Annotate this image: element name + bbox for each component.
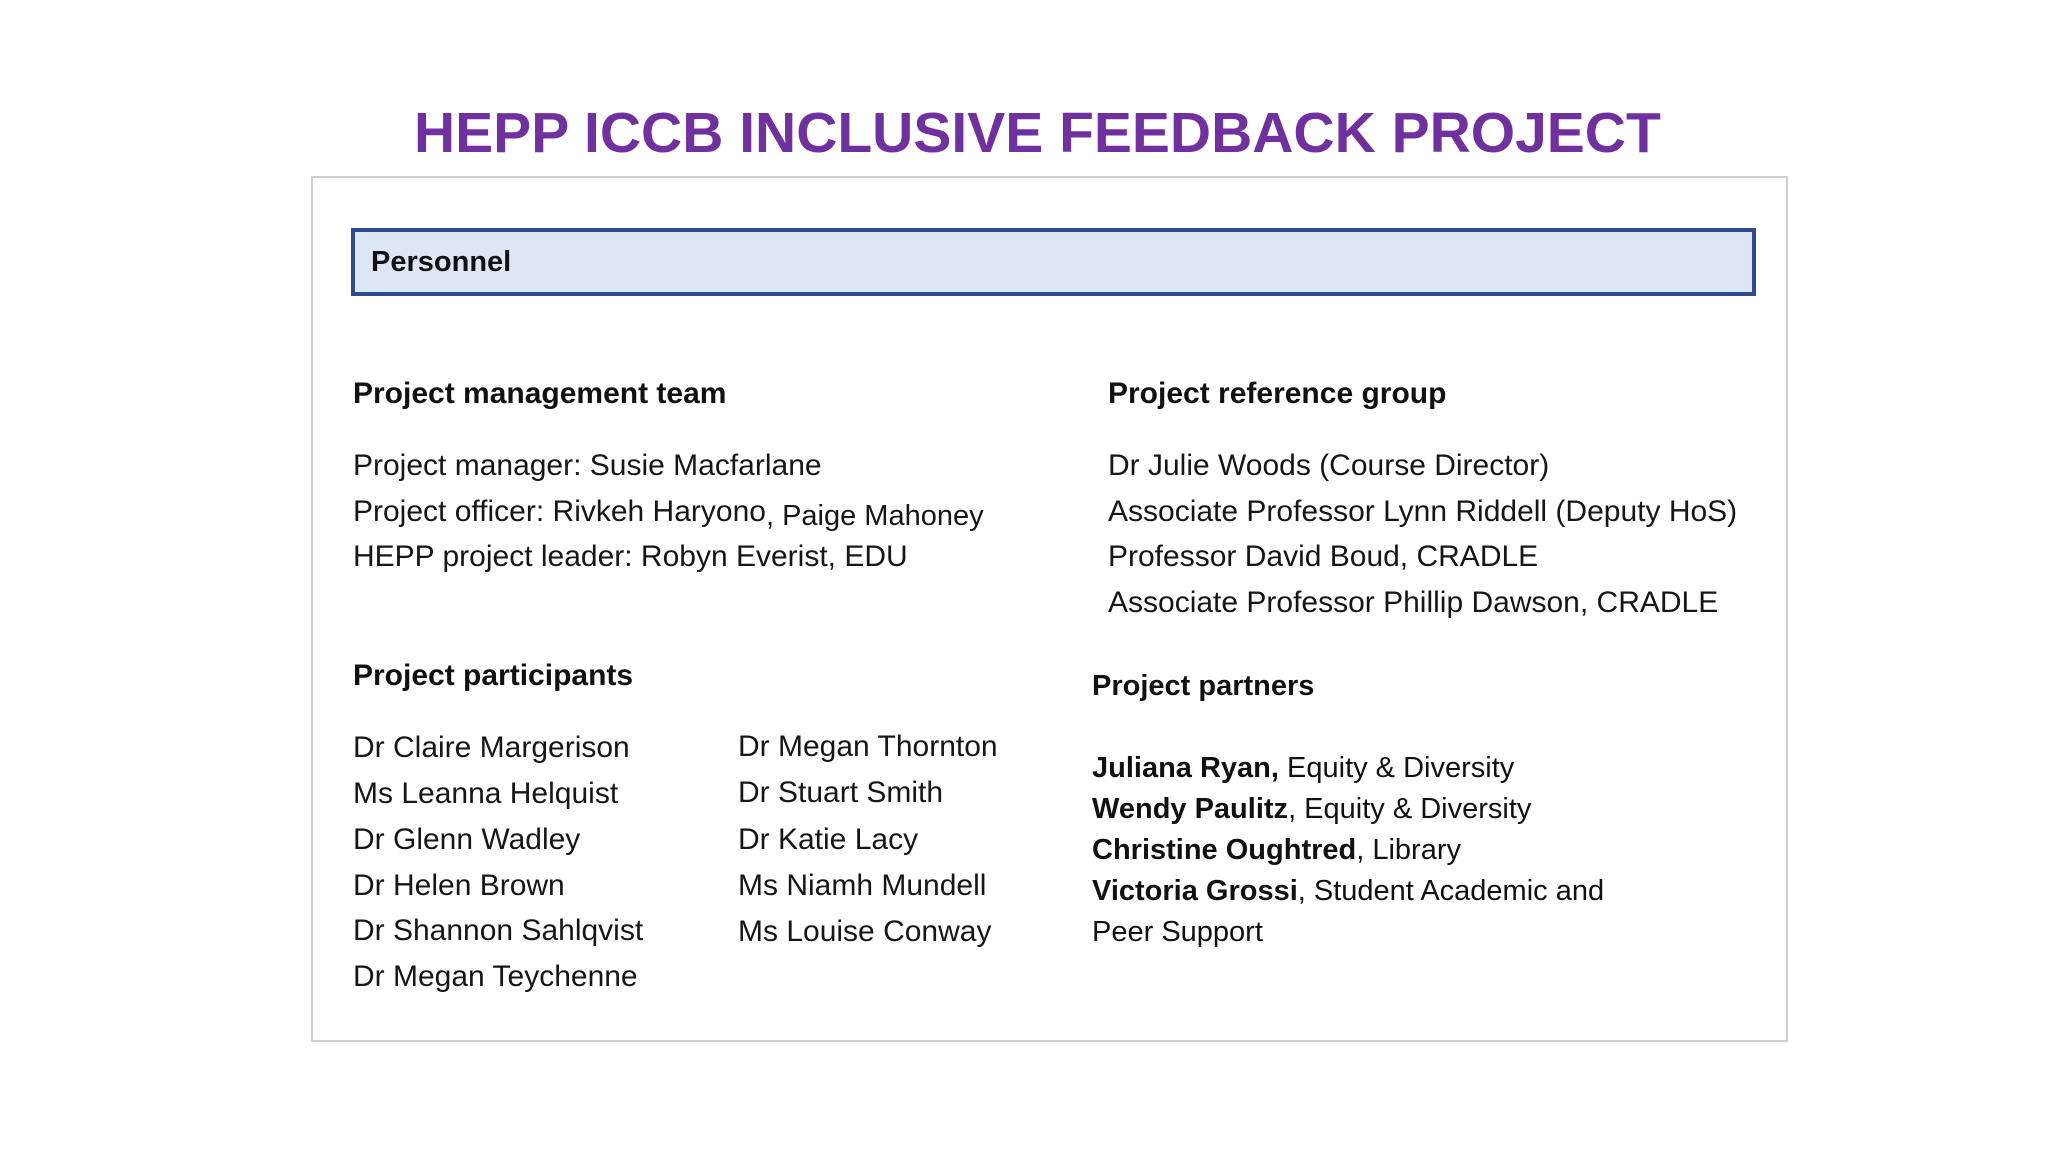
participant-item: Dr Stuart Smith <box>738 776 944 809</box>
participant-item: Dr Shannon Sahlqvist <box>353 914 644 947</box>
partner-detail: , Student Academic and <box>1297 875 1605 907</box>
personnel-label: Personnel <box>371 245 512 278</box>
partner-detail: Equity & Diversity <box>1278 752 1515 784</box>
participants-heading: Project participants <box>353 659 634 692</box>
participant-item: Dr Helen Brown <box>353 869 565 902</box>
personnel-panel <box>311 176 1788 1042</box>
partner-name: Wendy Paulitz <box>1092 793 1289 825</box>
reference-member: Associate Professor Phillip Dawson, CRADLE <box>1108 586 1719 619</box>
partner-continuation: Peer Support <box>1092 916 1263 948</box>
management-officer: Project officer: Rivkeh Haryono <box>353 495 766 528</box>
partners-heading: Project partners <box>1092 670 1315 702</box>
reference-heading: Project reference group <box>1108 377 1447 410</box>
partners-list <box>1092 748 1604 953</box>
participant-item: Ms Niamh Mundell <box>738 869 987 902</box>
participant-item: Dr Glenn Wadley <box>353 823 581 856</box>
participant-item: Dr Megan Teychenne <box>353 960 638 993</box>
partner-item <box>1092 789 1604 830</box>
management-heading: Project management team <box>353 377 727 410</box>
participant-item: Dr Katie Lacy <box>738 823 919 856</box>
partner-item <box>1092 830 1604 871</box>
partner-item <box>1092 871 1604 912</box>
reference-member: Associate Professor Lynn Riddell (Deputy HoS) <box>1108 495 1738 528</box>
partner-name: Juliana Ryan, <box>1092 752 1279 784</box>
participant-item: Dr Claire Margerison <box>353 731 630 764</box>
participant-item: Dr Megan Thornton <box>738 730 998 763</box>
partner-detail: , Library <box>1356 834 1461 866</box>
participant-item: Ms Leanna Helquist <box>353 777 619 810</box>
management-officer-extra: , Paige Mahoney <box>765 500 984 532</box>
partner-name: Christine Oughtred <box>1092 834 1357 866</box>
partner-name: Victoria Grossi <box>1092 875 1298 907</box>
management-manager: Project manager: Susie Macfarlane <box>353 449 822 482</box>
slide-title: HEPP ICCB INCLUSIVE FEEDBACK PROJECT <box>414 101 1661 165</box>
personnel-header-bar <box>351 228 1756 296</box>
partner-detail: , Equity & Diversity <box>1288 793 1532 825</box>
reference-member: Dr Julie Woods (Course Director) <box>1108 449 1550 482</box>
management-officer-line <box>353 492 984 532</box>
reference-member: Professor David Boud, CRADLE <box>1108 540 1539 573</box>
partner-item <box>1092 748 1604 789</box>
management-leader: HEPP project leader: Robyn Everist, EDU <box>353 540 908 573</box>
participant-item: Ms Louise Conway <box>738 915 992 948</box>
